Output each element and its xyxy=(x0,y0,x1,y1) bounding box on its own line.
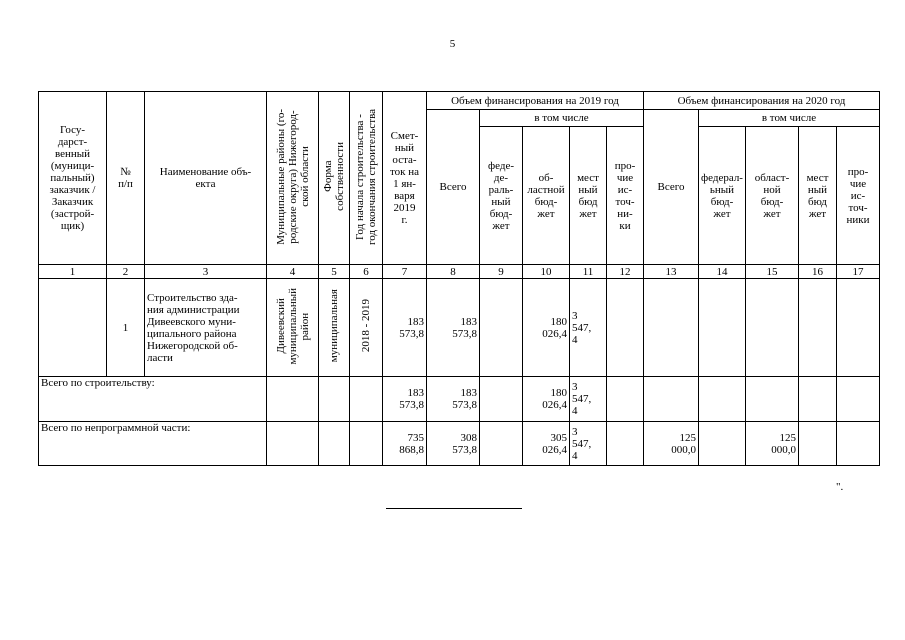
col-number: 1 xyxy=(39,265,107,279)
col-number: 4 xyxy=(267,265,319,279)
header-ownership: Форма собственности xyxy=(322,142,346,211)
row1-num: 1 xyxy=(107,279,145,377)
col-number: 17 xyxy=(836,265,879,279)
col-number: 5 xyxy=(319,265,350,279)
header-local-2019: мест ный бюд жет xyxy=(570,127,607,265)
table-row xyxy=(39,422,880,466)
column-number-row xyxy=(39,265,880,279)
row1-estimate: 183 573,8 xyxy=(383,279,427,377)
header-regional-2019: об- ластной бюд- жет xyxy=(523,127,570,265)
header-object-name: Наименование объ- екта xyxy=(145,92,267,265)
construction-estimate: 183 573,8 xyxy=(383,377,427,422)
header-regional-2020: област- ной бюд- жет xyxy=(745,127,798,265)
financing-table xyxy=(38,91,880,466)
header-years: Год начала строительства - год окончания строительства xyxy=(354,108,378,245)
col-number: 16 xyxy=(798,265,836,279)
col-number: 13 xyxy=(644,265,699,279)
header-federal-2020: федерал- ьный бюд- жет xyxy=(699,127,746,265)
col-number: 3 xyxy=(145,265,267,279)
row1-total-2019: 183 573,8 xyxy=(427,279,480,377)
table-row xyxy=(39,279,880,377)
header-customer: Госу- дарст- венный (муници- пальный) заказчик / Заказчик (застрой- щик) xyxy=(39,92,107,265)
page-number: 5 xyxy=(449,38,456,50)
nonprogram-total-2019: 308 573,8 xyxy=(427,422,480,466)
col-number: 15 xyxy=(745,265,798,279)
row1-object-name: Строительство зда- ния администрации Дивеевского муни- ципального района Нижегородской об- ласти xyxy=(145,279,267,377)
col-number: 9 xyxy=(480,265,523,279)
row1-regional-2019: 180 026,4 xyxy=(523,279,570,377)
col-number: 6 xyxy=(350,265,383,279)
construction-local-2019: 3 547, 4 xyxy=(570,377,607,422)
header-other-2020: про- чие ис- точ- ники xyxy=(836,127,879,265)
header-row-1 xyxy=(39,92,880,110)
col-number: 7 xyxy=(383,265,427,279)
header-district: Муниципальные районы (го- родские округа) Нижегород- ской области xyxy=(274,108,311,245)
col-number: 14 xyxy=(699,265,746,279)
row1-ownership: муниципальная xyxy=(328,289,340,363)
nonprogram-regional-2020: 125 000,0 xyxy=(745,422,798,466)
col-number: 11 xyxy=(570,265,607,279)
header-fin-2019: Объем финансирования на 2019 год xyxy=(427,92,644,110)
header-estimate: Смет- ный оста- ток на 1 ян- варя 2019 г. xyxy=(383,92,427,265)
header-local-2020: мест ный бюд жет xyxy=(798,127,836,265)
header-total-2019: Всего xyxy=(427,110,480,265)
row-nonprogram-label: Всего по непрограммной части: xyxy=(39,422,267,466)
row-construction-label: Всего по строительству: xyxy=(39,377,267,422)
header-federal-2019: феде- де- раль- ный бюд- жет xyxy=(480,127,523,265)
nonprogram-total-2020: 125 000,0 xyxy=(644,422,699,466)
header-incl-2019: в том числе xyxy=(480,110,644,127)
closing-quote: ". xyxy=(836,481,844,493)
col-number: 10 xyxy=(523,265,570,279)
row1-district: Дивеевский муниципальный район xyxy=(274,287,311,365)
header-fin-2020: Объем финансирования на 2020 год xyxy=(644,92,880,110)
row1-years: 2018 - 2019 xyxy=(360,299,372,353)
signature-line xyxy=(386,508,522,509)
header-incl-2020: в том числе xyxy=(699,110,880,127)
header-total-2020: Всего xyxy=(644,110,699,265)
nonprogram-estimate: 735 868,8 xyxy=(383,422,427,466)
col-number: 8 xyxy=(427,265,480,279)
col-number: 12 xyxy=(607,265,644,279)
construction-regional-2019: 180 026,4 xyxy=(523,377,570,422)
table-row xyxy=(39,377,880,422)
header-num: № п/п xyxy=(107,92,145,265)
construction-total-2019: 183 573,8 xyxy=(427,377,480,422)
header-other-2019: про- чие ис- точ- ни- ки xyxy=(607,127,644,265)
col-number: 2 xyxy=(107,265,145,279)
row1-local-2019: 3 547, 4 xyxy=(570,279,607,377)
nonprogram-local-2019: 3 547, 4 xyxy=(570,422,607,466)
nonprogram-regional-2019: 305 026,4 xyxy=(523,422,570,466)
